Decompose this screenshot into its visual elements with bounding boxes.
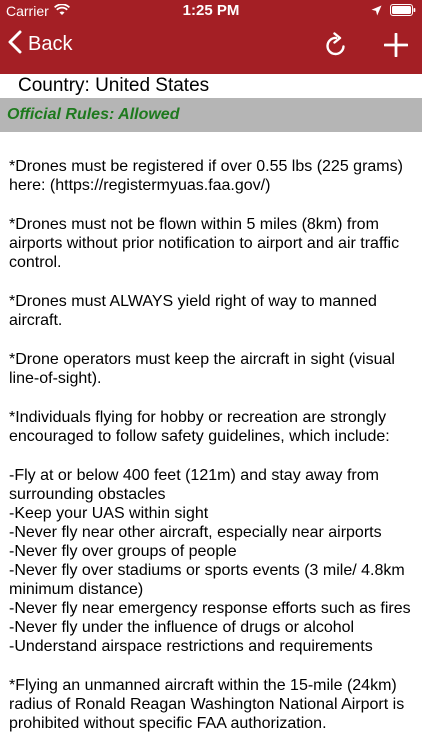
guideline-item: -Keep your UAS within sight: [9, 505, 209, 522]
guideline-item: -Never fly over groups of people: [9, 543, 237, 560]
rule-paragraph: *Drones must ALWAYS yield right of way to manned aircraft.: [9, 293, 377, 329]
location-arrow-icon: [371, 3, 382, 19]
status-right: [371, 3, 416, 19]
back-button[interactable]: [8, 30, 72, 59]
country-title: Country: United States: [18, 75, 210, 96]
chevron-left-icon: [8, 30, 22, 59]
guideline-item: -Never fly under the influence of drugs or alcohol: [9, 619, 355, 636]
official-rules-bar: [0, 98, 422, 132]
guideline-item: -Never fly near emergency response efforts such as fires: [9, 600, 411, 617]
guideline-item: -Understand airspace restrictions and requirements: [9, 638, 373, 655]
nav-actions: [324, 32, 408, 63]
plus-icon[interactable]: [384, 33, 408, 62]
rule-paragraph: *Drones must not be flown within 5 miles (8km) from airports without prior notification to airport and air traffic control.: [9, 216, 400, 271]
status-bar: [0, 0, 422, 20]
guideline-item: -Fly at or below 400 feet (121m) and stay away from surrounding obstacles: [9, 467, 379, 503]
navigation-bar: [0, 20, 422, 74]
safety-guidelines-list: [9, 466, 415, 656]
rule-paragraph: *Individuals flying for hobby or recreation are strongly encouraged to follow safety guidelines, which include:: [9, 409, 390, 445]
rules-content: [9, 157, 415, 753]
rule-paragraph: *Drone operators must keep the aircraft in sight (visual line-of-sight).: [9, 351, 395, 387]
guideline-item: -Never fly near other aircraft, especially near airports: [9, 524, 382, 541]
official-rules-status: Official Rules: Allowed: [7, 106, 180, 123]
guideline-item: -Never fly over stadiums or sports events (3 mile/ 4.8km minimum distance): [9, 562, 405, 598]
back-label: Back: [28, 33, 73, 55]
refresh-icon[interactable]: [324, 32, 348, 63]
rule-paragraph: *Flying an unmanned aircraft within the 15-mile (24km) radius of Ronald Reagan Washington National Airport is prohibited without specific FAA authorization.: [9, 677, 405, 732]
rule-paragraph: *Drones must be registered if over 0.55 lbs (225 grams) here: (https://registermyuas.faa.gov/): [9, 158, 403, 194]
country-header: [0, 74, 422, 98]
carrier-label: Carrier: [6, 3, 49, 19]
status-time: 1:25 PM: [182, 2, 240, 19]
battery-icon: [390, 3, 416, 19]
